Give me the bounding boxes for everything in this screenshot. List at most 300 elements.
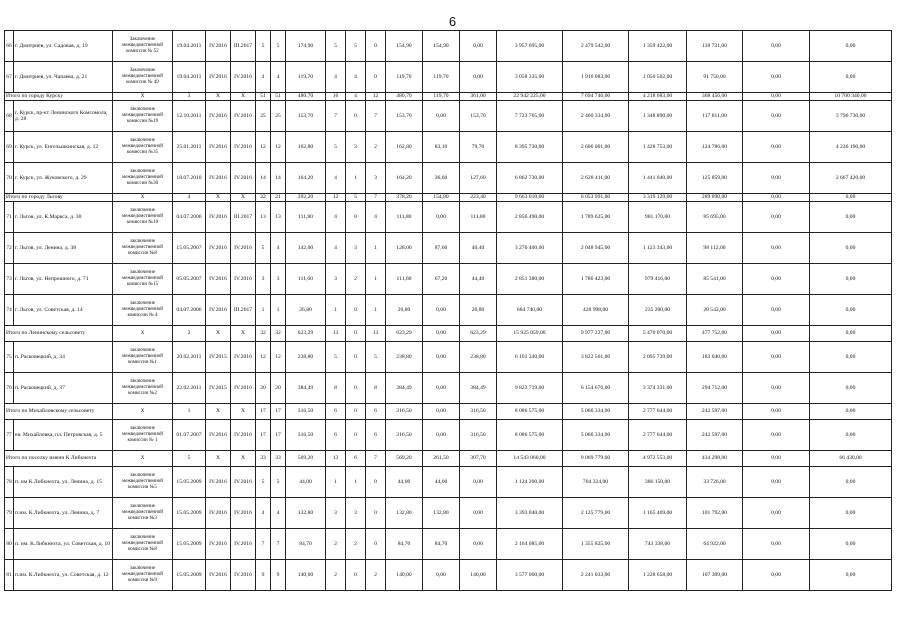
document-cell: X [113, 194, 173, 202]
table-row [5, 62, 892, 93]
value-cell: 154,90 [386, 31, 423, 62]
value-cell: 4 218 683,00 [629, 93, 687, 101]
value-cell: 5 [256, 31, 271, 62]
value-cell: 0,00 [810, 31, 892, 62]
value-cell: 1 355 825,00 [563, 529, 629, 560]
value-cell: 3 [256, 264, 271, 295]
value-cell: 0,00 [810, 264, 892, 295]
value-cell: IV.2016 [206, 101, 231, 132]
value-cell: 85 695,00 [687, 202, 743, 233]
table-row [5, 163, 892, 194]
value-cell: IV.2016 [231, 342, 256, 373]
value-cell: 44,00 [286, 467, 326, 498]
table-row [5, 264, 892, 295]
value-cell: 111,80 [460, 202, 497, 233]
table-row [5, 295, 892, 326]
table-row [5, 31, 892, 62]
value-cell: 0,00 [743, 194, 810, 202]
value-cell: IV.2015 [206, 342, 231, 373]
value-cell: IV.2016 [206, 132, 231, 163]
value-cell: 1 348 890,00 [629, 101, 687, 132]
table-body [5, 31, 892, 591]
value-cell: X [231, 404, 256, 420]
value-cell: 242 597,00 [687, 404, 743, 420]
value-cell: 12.10.2011 [173, 101, 206, 132]
value-cell: 2 606 001,00 [563, 132, 629, 163]
value-cell: 0,00 [743, 326, 810, 342]
table-row [5, 529, 892, 560]
value-cell: 9 823 719,00 [497, 373, 563, 404]
value-cell: 1 165 469,00 [629, 498, 687, 529]
value-cell: 3 822 561,00 [563, 342, 629, 373]
value-cell: 12 [271, 132, 286, 163]
value-cell: 384,49 [460, 373, 497, 404]
value-cell: 6 862 730,00 [497, 163, 563, 194]
value-cell: 05.05.2007 [173, 264, 206, 295]
value-cell: 0 [366, 31, 386, 62]
value-cell: 5 [256, 467, 271, 498]
document-cell: заключение межведомственной комиссии № 1 [113, 420, 173, 451]
value-cell: 01.07.2007 [173, 420, 206, 451]
value-cell: IV.2016 [231, 62, 256, 93]
value-cell: IV.2016 [206, 529, 231, 560]
value-cell: 111,60 [286, 264, 326, 295]
total-row [5, 326, 892, 342]
value-cell: 0,00 [460, 498, 497, 529]
value-cell: 3 577 000,00 [497, 560, 563, 591]
value-cell: 0,00 [810, 233, 892, 264]
value-cell: 316,50 [386, 404, 423, 420]
value-cell: 294 712,00 [687, 373, 743, 404]
value-cell: 1 916 083,00 [563, 62, 629, 93]
value-cell: 0 [346, 404, 366, 420]
value-cell: 1 [366, 233, 386, 264]
value-cell: 0,00 [743, 202, 810, 233]
value-cell: 5 [326, 31, 346, 62]
value-cell: 261,50 [423, 451, 460, 467]
value-cell: 4 [271, 62, 286, 93]
value-cell: 1 [326, 467, 346, 498]
value-cell: 22.02.2011 [173, 373, 206, 404]
value-cell: 20.02.2011 [173, 342, 206, 373]
value-cell: 132,80 [423, 498, 460, 529]
value-cell: 2 164 085,00 [497, 529, 563, 560]
value-cell: 4 [271, 233, 286, 264]
document-cell: X [113, 451, 173, 467]
value-cell: 316,50 [460, 420, 497, 451]
row-number-cell: 73 [5, 264, 14, 295]
value-cell: 0,00 [743, 295, 810, 326]
value-cell: 0,00 [423, 342, 460, 373]
value-cell: 0,00 [423, 202, 460, 233]
value-cell: 51 [256, 93, 271, 101]
value-cell: IV.2016 [206, 498, 231, 529]
value-cell: 140,00 [286, 560, 326, 591]
value-cell: IV.2016 [231, 498, 256, 529]
document-cell: X [113, 93, 173, 101]
value-cell: 0 [346, 373, 366, 404]
value-cell: 9 977 237,00 [563, 326, 629, 342]
address-cell: п.им. К.Либкнехта, ул. Ленина, д. 7 [14, 498, 113, 529]
value-cell: 14 [256, 163, 271, 194]
value-cell: 4 [326, 233, 346, 264]
value-cell: IV.2016 [231, 233, 256, 264]
value-cell: 2 095 739,00 [629, 342, 687, 373]
value-cell: 2 628 411,00 [563, 163, 629, 194]
value-cell: 26,80 [286, 295, 326, 326]
value-cell: 119,70 [423, 62, 460, 93]
value-cell: 0,00 [810, 467, 892, 498]
value-cell: 4 [366, 202, 386, 233]
value-cell: 7 [326, 101, 346, 132]
value-cell: 2 [346, 264, 366, 295]
value-cell: 8 [366, 373, 386, 404]
value-cell: 7 [271, 529, 286, 560]
value-cell: 1 228 658,00 [629, 560, 687, 591]
value-cell: 87,60 [423, 233, 460, 264]
value-cell: 111,80 [386, 202, 423, 233]
value-cell: 15.05.2007 [173, 233, 206, 264]
value-cell: 7 [366, 451, 386, 467]
address-cell: г. Курск, ул. Жуковского, д. 29 [14, 163, 113, 194]
document-cell: заключение межведомственной комиссии №8 [113, 233, 173, 264]
value-cell: 4 [326, 62, 346, 93]
value-cell: 14 543 060,00 [497, 451, 563, 467]
value-cell: 3 058 335,00 [497, 62, 563, 93]
value-cell: 3 [346, 233, 366, 264]
address-cell: г. Льгов, ул. Советская, д. 14 [14, 295, 113, 326]
value-cell: 2 777 644,00 [629, 404, 687, 420]
value-cell: 3 [366, 163, 386, 194]
value-cell: 743 338,00 [629, 529, 687, 560]
value-cell: 33 726,00 [687, 467, 743, 498]
value-cell: 0,00 [423, 295, 460, 326]
value-cell: 119,70 [423, 93, 460, 101]
value-cell: 17 [271, 404, 286, 420]
value-cell: 316,50 [460, 404, 497, 420]
value-cell: 2 048 945,00 [563, 233, 629, 264]
document-cell: X [113, 404, 173, 420]
value-cell: 4 [346, 93, 366, 101]
value-cell: 4 [326, 202, 346, 233]
value-cell: 127,60 [460, 163, 497, 194]
value-cell: 0,00 [423, 326, 460, 342]
value-cell: 3 319 129,00 [629, 194, 687, 202]
row-number-cell: 72 [5, 233, 14, 264]
value-cell: 0,00 [423, 404, 460, 420]
value-cell: 1 123 343,00 [629, 233, 687, 264]
value-cell: 6 053 991,00 [563, 194, 629, 202]
value-cell: 0,00 [460, 467, 497, 498]
document-cell: заключение межведомственной комиссии №30 [113, 163, 173, 194]
value-cell: IV.2016 [231, 101, 256, 132]
value-cell: 7 [366, 194, 386, 202]
value-cell: 0,00 [743, 529, 810, 560]
address-cell: п. Расковецкий, д. 37 [14, 373, 113, 404]
value-cell: 1 050 502,00 [629, 62, 687, 93]
value-cell: 1 [271, 295, 286, 326]
document-cell: заключение межведомственной комиссии №15 [113, 264, 173, 295]
value-cell: 384,49 [286, 373, 326, 404]
value-cell: 13 [366, 326, 386, 342]
value-cell: 44,40 [460, 264, 497, 295]
address-cell: п.им. К.Либкнехта, ул. Советская, д. 12 [14, 560, 113, 591]
value-cell: 0,00 [810, 529, 892, 560]
value-cell: 10 700 340,00 [810, 93, 892, 101]
value-cell: 83,10 [423, 132, 460, 163]
value-cell: 1 124 200,00 [497, 467, 563, 498]
document-cell: заключение межведомственной комиссии №3 [113, 498, 173, 529]
value-cell: 12 [256, 342, 271, 373]
value-cell: 51 [271, 93, 286, 101]
value-cell: 33 [271, 451, 286, 467]
value-cell: 2 [326, 560, 346, 591]
value-cell: 5 [346, 194, 366, 202]
value-cell: 1 [366, 264, 386, 295]
value-cell: 223,40 [460, 194, 497, 202]
value-cell: 0 [346, 326, 366, 342]
value-cell: 32 [256, 326, 271, 342]
value-cell: IV.2016 [206, 295, 231, 326]
value-cell: 0,00 [743, 101, 810, 132]
value-cell: 3 [173, 93, 206, 101]
value-cell: 5 [271, 467, 286, 498]
value-cell: 3 [346, 132, 366, 163]
value-cell: 132,80 [286, 498, 326, 529]
value-cell: 13 [326, 451, 346, 467]
value-cell: 183 040,00 [687, 342, 743, 373]
value-cell: 0,00 [460, 529, 497, 560]
value-cell: 84,70 [423, 529, 460, 560]
value-cell: 0,00 [810, 420, 892, 451]
address-cell: п. им. К.Либкнехта, ул. Советская, д. 10 [14, 529, 113, 560]
value-cell: 6 [366, 404, 386, 420]
value-cell: X [206, 451, 231, 467]
value-cell: IV.2016 [231, 560, 256, 591]
value-cell: 174,90 [286, 31, 326, 62]
total-label-cell: Итого по Ленинскому сельсовету [5, 326, 113, 342]
value-cell: X [206, 194, 231, 202]
value-cell: 1 [346, 163, 366, 194]
total-row [5, 194, 892, 202]
row-number-cell: 66 [5, 31, 14, 62]
value-cell: 2 [366, 132, 386, 163]
document-cell: заключение межведомственной комиссии №5 [113, 467, 173, 498]
value-cell: 164,20 [286, 163, 326, 194]
row-number-cell: 67 [5, 62, 14, 93]
housing-table [4, 30, 892, 591]
value-cell: 04.07.2006 [173, 202, 206, 233]
value-cell: 13 [326, 326, 346, 342]
document-cell: заключение межведомственной комиссии №2 [113, 373, 173, 404]
value-cell: 20 [256, 373, 271, 404]
value-cell: 5 [326, 342, 346, 373]
value-cell: 153,70 [386, 101, 423, 132]
value-cell: 0,00 [743, 62, 810, 93]
total-row [5, 451, 892, 467]
value-cell: 1 789 625,00 [563, 202, 629, 233]
value-cell: IV.2016 [231, 132, 256, 163]
value-cell: 2 [366, 560, 386, 591]
row-number-cell: 76 [5, 373, 14, 404]
row-number-cell: 71 [5, 202, 14, 233]
value-cell: 378,20 [386, 194, 423, 202]
value-cell: 107 309,00 [687, 560, 743, 591]
row-number-cell: 78 [5, 467, 14, 498]
table-row [5, 342, 892, 373]
value-cell: 18.07.2010 [173, 163, 206, 194]
value-cell: 0,00 [810, 404, 892, 420]
value-cell: 22 [256, 194, 271, 202]
table-row [5, 560, 892, 591]
document-cell: заключение межведомственной комиссии №8 [113, 529, 173, 560]
value-cell: 0 [346, 295, 366, 326]
row-number-cell: 74 [5, 295, 14, 326]
value-cell: 1 [326, 295, 346, 326]
value-cell: 238,80 [386, 342, 423, 373]
value-cell: 5 [326, 132, 346, 163]
value-cell: IV.2016 [206, 467, 231, 498]
address-cell: г. Льгов, ул. К.Маркса, д. 30 [14, 202, 113, 233]
address-cell: г. Курск, ул. Енгельшкинская, д. 12 [14, 132, 113, 163]
value-cell: 6 [326, 404, 346, 420]
value-cell: 3 [346, 498, 366, 529]
value-cell: 7 [256, 529, 271, 560]
value-cell: 477 752,00 [687, 326, 743, 342]
value-cell: 7 723 765,00 [497, 101, 563, 132]
value-cell: 13 [256, 202, 271, 233]
value-cell: 12 [326, 194, 346, 202]
value-cell: 0,00 [423, 101, 460, 132]
value-cell: IV.2015 [206, 373, 231, 404]
value-cell: 12 [366, 93, 386, 101]
value-cell: 1 [366, 295, 386, 326]
value-cell: 3 [326, 498, 346, 529]
total-label-cell: Итого по городу Курску [5, 93, 113, 101]
value-cell: 19.04.2011 [173, 31, 206, 62]
value-cell: 0,00 [423, 420, 460, 451]
value-cell: 0,00 [460, 62, 497, 93]
value-cell: 9 [271, 560, 286, 591]
address-cell: г. Курск, пр-кт Ленинского Комсомола, д. 28 [14, 101, 113, 132]
value-cell: 125 859,00 [687, 163, 743, 194]
value-cell: X [206, 404, 231, 420]
value-cell: 0,00 [743, 342, 810, 373]
value-cell: 17 [256, 404, 271, 420]
value-cell: 238,80 [460, 342, 497, 373]
value-cell: IV.2016 [206, 264, 231, 295]
value-cell: 22 942 225,00 [497, 93, 563, 101]
value-cell: 21 [271, 194, 286, 202]
value-cell: 15.05.2009 [173, 498, 206, 529]
value-cell: IV.2016 [206, 62, 231, 93]
value-cell: 8 [326, 373, 346, 404]
value-cell: 1 428 753,00 [629, 132, 687, 163]
value-cell: 44,00 [386, 467, 423, 498]
value-cell: 79,70 [460, 132, 497, 163]
value-cell: 0 [346, 101, 366, 132]
value-cell: 1 359 422,00 [629, 31, 687, 62]
value-cell: 32 [271, 326, 286, 342]
value-cell: 2 667 420,00 [810, 163, 892, 194]
value-cell: 623,29 [286, 326, 326, 342]
value-cell: 8 086 575,00 [497, 404, 563, 420]
value-cell: 238,80 [286, 342, 326, 373]
value-cell: 9 069 779,00 [563, 451, 629, 467]
value-cell: 0,00 [743, 373, 810, 404]
value-cell: 0,00 [743, 264, 810, 295]
value-cell: IV.2016 [231, 529, 256, 560]
value-cell: 0,00 [743, 420, 810, 451]
value-cell: 2 [173, 326, 206, 342]
value-cell: 162,80 [386, 132, 423, 163]
value-cell: III.2017 [231, 295, 256, 326]
value-cell: 5 [346, 31, 366, 62]
value-cell: 1 [256, 295, 271, 326]
value-cell: 4 [271, 498, 286, 529]
value-cell: 0,00 [810, 373, 892, 404]
value-cell: 8 395 730,00 [497, 132, 563, 163]
value-cell: 6 [346, 451, 366, 467]
value-cell: 20 542,00 [687, 295, 743, 326]
value-cell: 5 [366, 342, 386, 373]
value-cell: 6 154 676,00 [563, 373, 629, 404]
value-cell: 26,80 [460, 295, 497, 326]
value-cell: 623,29 [386, 326, 423, 342]
value-cell: 289 890,00 [687, 194, 743, 202]
value-cell: 3 957 695,00 [497, 31, 563, 62]
value-cell: 124 786,00 [687, 132, 743, 163]
value-cell: 2 [326, 529, 346, 560]
value-cell: 3 [271, 264, 286, 295]
value-cell: 7 [366, 101, 386, 132]
value-cell: 307,70 [460, 451, 497, 467]
value-cell: 5 [271, 31, 286, 62]
value-cell: 3 374 331,00 [629, 373, 687, 404]
address-cell: п. им К.Либкнехта, ул. Ленина, д. 15 [14, 467, 113, 498]
value-cell: 569,20 [386, 451, 423, 467]
value-cell: 0,00 [810, 560, 892, 591]
page-number: 6 [448, 14, 457, 29]
value-cell: 4 [256, 498, 271, 529]
value-cell: 40,40 [460, 233, 497, 264]
value-cell: 9 [256, 560, 271, 591]
total-label-cell: Итого по поселку имени К Либкнехта [5, 451, 113, 467]
value-cell: 4 [346, 62, 366, 93]
value-cell: 128,00 [386, 233, 423, 264]
value-cell: 480,70 [286, 93, 326, 101]
value-cell: 4 236 190,00 [810, 132, 892, 163]
value-cell: 981 170,00 [629, 202, 687, 233]
value-cell: IV.2016 [206, 560, 231, 591]
row-number-cell: 77 [5, 420, 14, 451]
value-cell: III.2017 [231, 202, 256, 233]
value-cell: 0 [346, 420, 366, 451]
value-cell: 66 430,00 [810, 451, 892, 467]
address-cell: г. Льгов, ул. Непрошного, д. 71 [14, 264, 113, 295]
value-cell: 132,80 [386, 498, 423, 529]
address-cell: ея. Михайловка, пл. Петровская, д. 5 [14, 420, 113, 451]
value-cell: 0,00 [810, 62, 892, 93]
total-label-cell: Итого по городу Льгову [5, 194, 113, 202]
row-number-cell: 69 [5, 132, 14, 163]
value-cell: 316,50 [286, 404, 326, 420]
value-cell: 480,70 [386, 93, 423, 101]
document-cell: X [113, 326, 173, 342]
value-cell: 0,00 [743, 31, 810, 62]
total-label-cell: Итого по Михайловскому сельсовету [5, 404, 113, 420]
value-cell: 119,70 [286, 62, 326, 93]
